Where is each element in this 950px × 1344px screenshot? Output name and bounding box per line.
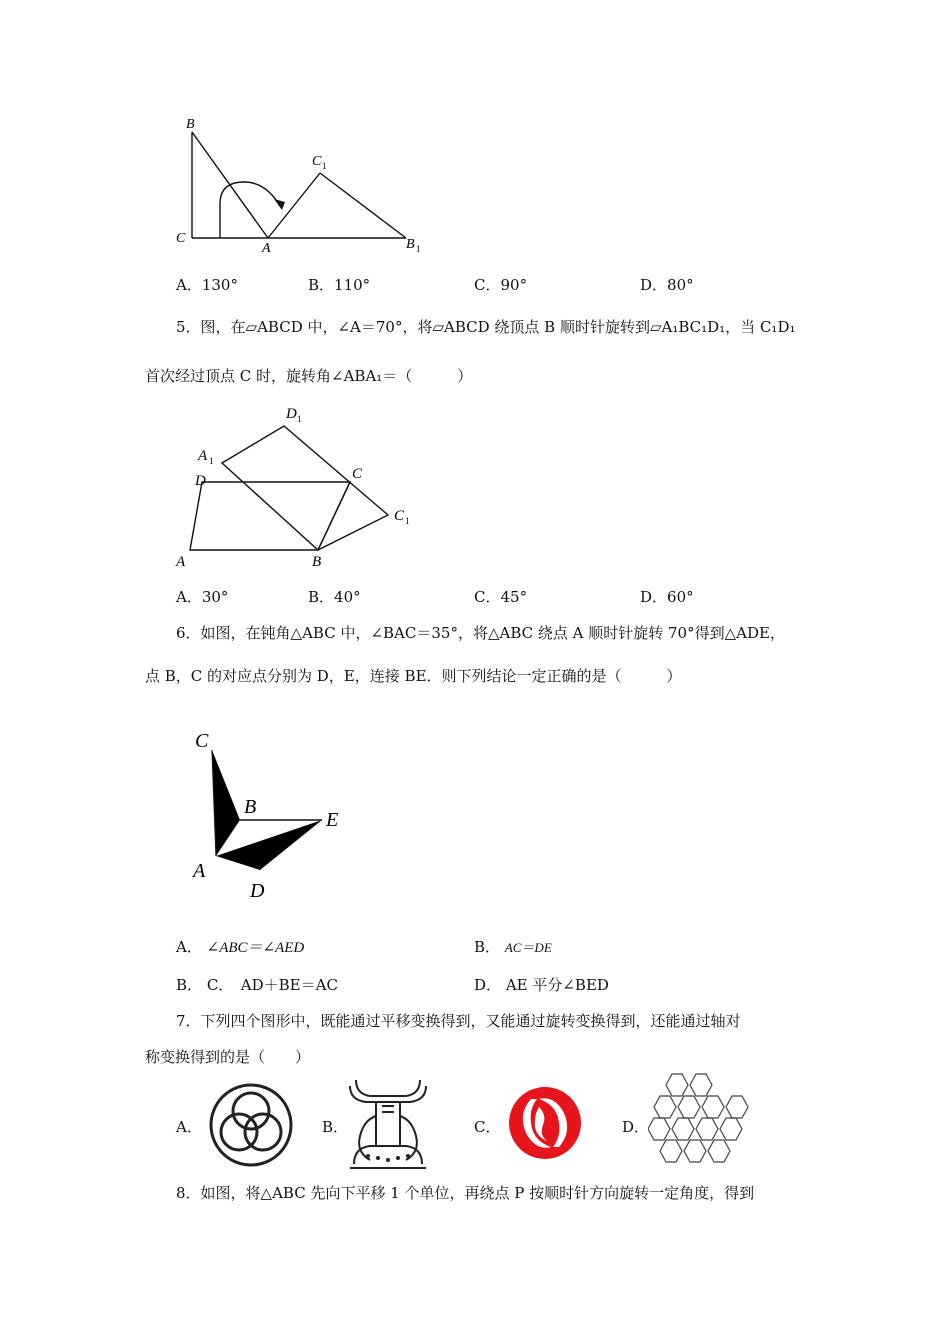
- option-letter: C．: [474, 276, 501, 294]
- q5-option-d[interactable]: [640, 586, 694, 607]
- q5-label-d: D: [195, 473, 206, 489]
- q4-label-c1-sub: 1: [322, 161, 327, 171]
- option-text: 30°: [201, 588, 229, 606]
- option-letter: D．: [640, 276, 668, 294]
- option-letter: D．: [640, 588, 668, 606]
- q7-stem-line2: 称变换得到的是（ ）: [145, 1048, 311, 1066]
- q5-stem-line2: 首次经过顶点 C 时，旋转角∠ABA₁＝（ ）: [145, 367, 473, 385]
- option-text: C． AD＋BE＝AC: [206, 976, 338, 994]
- option-text: ∠ABC＝∠AED: [206, 940, 305, 956]
- q5-figure: [170, 398, 430, 573]
- q6-option-b[interactable]: [474, 936, 552, 957]
- option-text: 110°: [334, 276, 371, 294]
- q5-label-a1-sub: 1: [209, 456, 214, 466]
- q5-label-d1-sub: 1: [297, 414, 302, 424]
- q6-stem-line1: 6．如图，在钝角△ABC 中，∠BAC＝35°，将△ABC 绕点 A 顺时针旋转 70°得到△ADE，: [176, 624, 785, 642]
- q4-label-c1: C: [312, 154, 322, 169]
- q5-label-a1: A: [198, 448, 208, 464]
- q7-option-a-figure[interactable]: [207, 1081, 295, 1169]
- q7-option-b-figure[interactable]: [346, 1076, 430, 1172]
- q8-stem-line1: 8．如图，将△ABC 先向下平移 1 个单位，再绕点 P 按顺时针方向旋转一定角度，得到: [176, 1184, 755, 1202]
- q6-label-e: E: [326, 809, 339, 831]
- q6-option-a[interactable]: [176, 936, 304, 957]
- option-letter: B．: [176, 976, 203, 994]
- q4-label-a: A: [262, 241, 271, 256]
- q5-label-a: A: [176, 554, 186, 570]
- option-letter: A．: [176, 938, 202, 956]
- q6-option-c[interactable]: [176, 974, 338, 995]
- option-text: 80°: [667, 276, 694, 294]
- q4-option-b[interactable]: [308, 274, 370, 295]
- q7-option-d-figure[interactable]: [648, 1072, 756, 1174]
- q4-label-b1-sub: 1: [416, 244, 421, 254]
- q6-label-b: B: [244, 796, 257, 818]
- q5-option-a[interactable]: [176, 586, 228, 607]
- option-text: 60°: [667, 588, 694, 606]
- q6-label-c: C: [195, 730, 209, 752]
- option-text: AE 平分∠BED: [505, 976, 609, 994]
- q4-figure: [170, 110, 430, 265]
- q7-option-d-letter[interactable]: D．: [622, 1118, 650, 1136]
- logo-red-disc: [509, 1087, 581, 1159]
- option-letter: B．: [308, 588, 335, 606]
- option-letter: A．: [176, 588, 202, 606]
- q7-option-b-letter[interactable]: B．: [322, 1118, 349, 1136]
- option-letter: C．: [474, 588, 501, 606]
- q5-label-b: B: [312, 554, 322, 570]
- q5-label-c: C: [352, 466, 363, 482]
- q5-label-c1-sub: 1: [405, 516, 410, 526]
- q4-label-b1: B: [406, 237, 415, 252]
- q5-label-c1: C: [394, 508, 405, 524]
- q5-stem-line1: 5．图，在▱ABCD 中，∠A＝70°，将▱ABCD 绕顶点 B 顺时针旋转到▱A₁BC₁D₁，当 C₁D₁: [176, 318, 796, 336]
- option-text: 90°: [500, 276, 528, 294]
- q6-label-a: A: [193, 860, 206, 882]
- q4-label-c: C: [176, 231, 186, 246]
- q5-label-d1: D: [286, 406, 297, 422]
- q4-option-d[interactable]: [640, 274, 694, 295]
- q4-option-a[interactable]: [176, 274, 238, 295]
- option-letter: B．: [474, 938, 501, 956]
- option-text: 40°: [334, 588, 361, 606]
- q7-stem-line1: 7．下列四个图形中，既能通过平移变换得到，又能通过旋转变换得到，还能通过轴对: [176, 1012, 741, 1030]
- q7-option-c-figure[interactable]: [507, 1085, 583, 1161]
- q7-option-c-letter[interactable]: C．: [474, 1118, 501, 1136]
- option-letter: D．: [474, 976, 502, 994]
- q4-option-c[interactable]: [474, 274, 527, 295]
- option-text: 45°: [500, 588, 528, 606]
- q6-figure: [180, 720, 360, 905]
- q5-option-b[interactable]: [308, 586, 361, 607]
- option-letter: B．: [308, 276, 335, 294]
- option-letter: A．: [176, 276, 202, 294]
- q7-option-a-letter[interactable]: A．: [176, 1118, 202, 1136]
- q6-label-d: D: [250, 880, 265, 902]
- q4-label-b: B: [186, 117, 195, 132]
- q6-stem-line2: 点 B，C 的对应点分别为 D，E，连接 BE．则下列结论一定正确的是（ ）: [145, 667, 682, 685]
- q5-option-c[interactable]: [474, 586, 527, 607]
- option-text: AC＝DE: [504, 940, 552, 955]
- q6-option-d[interactable]: [474, 974, 609, 995]
- option-text: 130°: [201, 276, 238, 294]
